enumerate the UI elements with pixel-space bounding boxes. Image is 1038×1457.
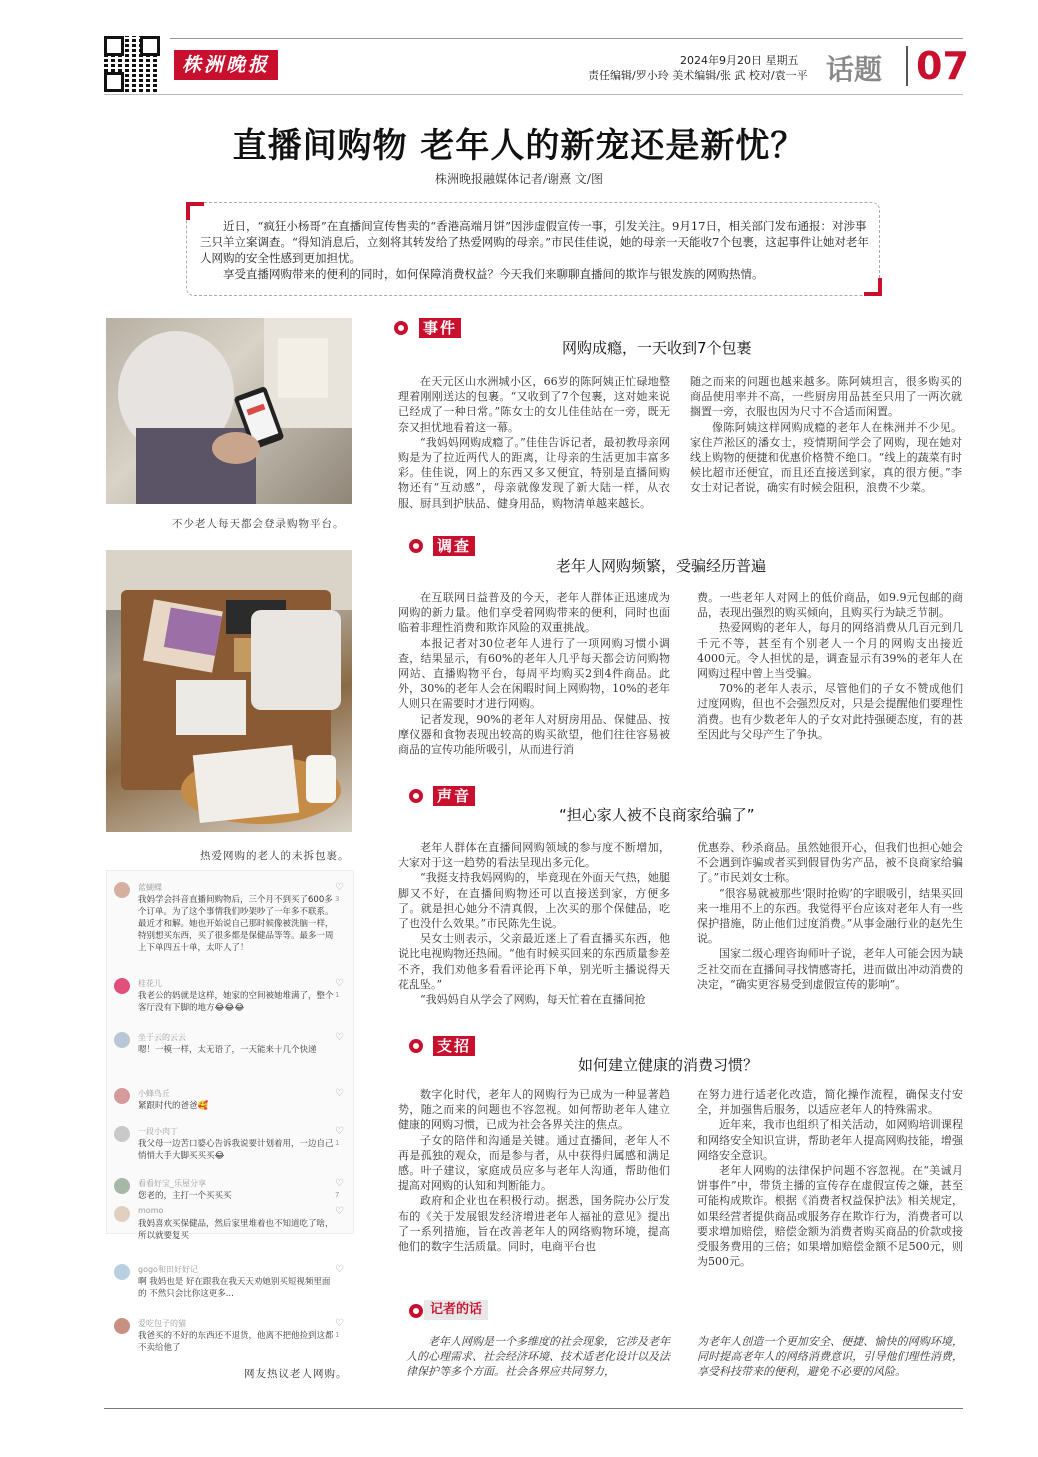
heart-icon: ♡ bbox=[335, 1032, 344, 1043]
comment-author: 蓝蝴蝶 bbox=[138, 883, 162, 892]
comment-author: 看看好宝_乐屋分享 bbox=[138, 1179, 206, 1188]
section-subhead: 如何建立健康的消费习惯？ bbox=[578, 1056, 759, 1074]
section-col-right bbox=[697, 840, 963, 992]
photo-parcels bbox=[106, 550, 352, 832]
header-bottom-rule bbox=[104, 94, 963, 95]
heart-icon: ♡ 1 bbox=[335, 1126, 344, 1147]
section-tag-event: 事件 bbox=[419, 318, 461, 338]
comment-author: 爱吃包子的猫 bbox=[138, 1319, 186, 1328]
qr-code bbox=[104, 36, 160, 92]
paragraph: 在互联网日益普及的今天，老年人群体正迅速成为网购的新力量。他们享受着网购带来的便利，同时也面临着非理性消费和欺诈风险的双重挑战。 bbox=[398, 591, 670, 635]
comment-author: 桂花儿 bbox=[138, 979, 162, 988]
page-number: 07 bbox=[916, 44, 969, 88]
section-ring-icon bbox=[409, 1304, 423, 1318]
issue-date: 2024年9月20日 星期五 bbox=[680, 54, 799, 67]
header-divider bbox=[906, 46, 908, 86]
comment-text: 我爸买的不好的东西还不退货，他离不把他捡到这都不卖给他了 bbox=[138, 1331, 334, 1353]
lead-paragraph: 近日，“疯狂小杨哥”在直播间宣传售卖的“香港高端月饼”因涉虚假宣传一事，引发关注。9月17日，相关部门发布通报：对涉事三只羊立案调查。“得知消息后，立刻将其转发给了热爱网购的母亲。”市民佳佳说，她的母亲一天能收7个包裹，这起事件让她对老年人网购的安全性感到更加担忧。 bbox=[200, 219, 869, 265]
paragraph: 吴女士则表示，父亲最近迷上了看直播买东西，他说比电视购物还热闹。“他有时候买回来的东西质量参差不齐，我们劝他多看看评论再下单，别光听主播说得天花乱坠。” bbox=[398, 932, 670, 991]
section-col-left bbox=[398, 1087, 670, 1254]
section-col-right bbox=[690, 374, 962, 496]
heart-icon: ♡ 1 bbox=[335, 1318, 344, 1339]
heart-icon: ♡ 7 bbox=[335, 1178, 344, 1199]
paragraph: 老年人网购是一个多维度的社会现象，它涉及老年人的心理需求、社会经济环境、技术适老化设计以及法律保护等多个方面。社会各界应共同努力， bbox=[406, 1335, 670, 1379]
like-count: 1 bbox=[335, 991, 340, 999]
section-ring-icon bbox=[409, 1039, 423, 1053]
paragraph: 优惠券、秒杀商品。虽然她很开心，但我们也担心她会不会遇到诈骗或者买到假冒伪劣产品，被不良商家给骗了。”市民刘女士称。 bbox=[697, 841, 963, 885]
avatar bbox=[114, 1088, 130, 1104]
photo1-caption: 不少老人每天都会登录购物平台。 bbox=[172, 518, 345, 530]
section-tag-tips: 支招 bbox=[433, 1036, 475, 1056]
comment-text: 我老公的妈就是这样，她家的空间被她堆满了，整个客厅没有下脚的地方😂😂😂 bbox=[138, 991, 334, 1013]
paragraph: 随之而来的问题也越来越多。陈阿姨坦言，很多购买的商品使用率并不高，一些厨房用品甚至只用了一两次就搁置一旁，衣服也因为尺寸不合适而闲置。 bbox=[690, 375, 962, 419]
section-ring-icon bbox=[409, 539, 423, 553]
lead-paragraph: 享受直播网购带来的便利的同时，如何保障消费权益？今天我们来聊聊直播间的欺诈与银发族的网购热情。 bbox=[223, 267, 764, 281]
paragraph: 像陈阿姨这样网购成瘾的老年人在株洲并不少见。家住芦淞区的潘女士，疫情期间学会了网购，现在她对线上购物的便捷和优惠价格赞不绝口。“线上的蔬菜有时候比超市还便宜，而且还直接送到家，真的很方便。”李女士对记者说，确实有时候会阻积，浪费不少菜。 bbox=[690, 420, 962, 495]
section-col-left bbox=[398, 374, 670, 511]
like-count: 1 bbox=[335, 1139, 340, 1147]
paragraph: 费。一些老年人对网上的低价商品，如9.9元包邮的商品，表现出强烈的购买倾向，且购买行为缺乏节制。 bbox=[697, 591, 963, 620]
section-tag-survey: 调查 bbox=[433, 536, 475, 556]
comment-author: 一段小肉丁 bbox=[138, 1127, 178, 1136]
comment-text: 我妈学会抖音直播间购物后，三个月不到买了600多个订单。为了这个事情我们吵架吵了一年多不联系。最近才和解。她也开始说自己那时候像被洗脑一样，特别想买东西，买了很多都是保健品等等。最多一周上下单四五十单，太吓人了！ bbox=[138, 895, 334, 953]
editor-credits: 责任编辑/罗小玲 美术编辑/张 武 校对/袁一平 bbox=[588, 69, 808, 82]
paragraph: 记者发现，90%的老年人对厨房用品、保健品、按摩仪器和食物表现出较高的购买欲望，他们往往容易被商品的宣传功能所吸引，从而进行消 bbox=[398, 712, 670, 757]
section-col-right bbox=[697, 590, 963, 742]
comment-text: 我父母一边苦口婆心告诉我说要计划着用，一边自己悄悄大手大脚买买买😂 bbox=[138, 1139, 334, 1161]
section-subhead: “担心家人被不良商家给骗了” bbox=[559, 806, 755, 824]
like-count: 3 bbox=[335, 895, 340, 903]
comment-text: 紧跟时代的爸爸🥰 bbox=[138, 1101, 209, 1111]
paragraph: 本报记者对30位老年人进行了一项网购习惯小调查，结果显示，有60%的老年人几乎每天都会访问购物网站、直播购物平台，每周平均购买2到4件商品。此外，30%的老年人会在闲暇时间上网购物，10%的老年人则只在需要时才进行网购。 bbox=[398, 636, 670, 711]
paragraph: 政府和企业也在积极行动。据悉，国务院办公厅发布的《关于发展银发经济增进老年人福祉的意见》提出了一系列措施，旨在改善老年人的网络购物环境，提高他们的数字生活质量。同时，电商平台也 bbox=[398, 1194, 670, 1254]
paragraph: 热爱网购的老年人，每月的网络消费从几百元到几千元不等，甚至有个别老人一个月的网购支出接近4000元。令人担忧的是，调查显示有39%的老年人在网购过程中曾上当受骗。 bbox=[697, 621, 963, 681]
paragraph: “我挺支持我妈网购的，毕竟现在外面天气热，她腿脚又不好，在直播间购物还可以直接送到家，方便多了。就是担心她分不清真假，上次买的那个保健品，吃了也没什么效果。”市民陈先生说。 bbox=[398, 871, 670, 931]
section-col-right bbox=[697, 1087, 963, 1269]
section-name: 话题 bbox=[826, 53, 883, 86]
section-col-left bbox=[398, 840, 670, 1007]
comment-author: momo bbox=[138, 1206, 164, 1215]
comment-text: 啊 我妈也是 好在跟我在我天天劝她别买短视频里面的 不然只会比你这更多... bbox=[138, 1277, 331, 1299]
avatar bbox=[114, 1206, 130, 1222]
like-count: 7 bbox=[335, 1191, 340, 1199]
section-tag-voices: 声音 bbox=[433, 786, 475, 806]
comment-text: 您老的，主打一个买买买 bbox=[138, 1191, 232, 1201]
comment-author: 坐于云的云云 bbox=[138, 1033, 186, 1042]
photo3-caption: 网友热议老人网购。 bbox=[244, 1368, 348, 1380]
header-rule bbox=[170, 38, 963, 39]
section-ring-icon bbox=[394, 321, 408, 335]
comment-text: 嗯！一模一样，太无语了，一天能来十几个快递 bbox=[138, 1045, 317, 1055]
avatar bbox=[114, 1126, 130, 1142]
lead-text bbox=[200, 218, 870, 282]
section-subhead: 网购成瘾，一天收到7个包裹 bbox=[562, 339, 752, 357]
heart-icon: ♡ 1 bbox=[335, 978, 344, 999]
article-byline: 株洲晚报融媒体记者/谢熹 文/图 bbox=[435, 172, 603, 186]
paragraph: 在天元区山水洲城小区，66岁的陈阿姨正忙碌地整理着刚刚送达的包裹。“又收到了7个包裹，这对她来说已经成了一种日常。”陈女士的女儿佳佳站在一旁，既无奈又担忧地看着这一幕。 bbox=[398, 375, 670, 434]
newspaper-logo: 株洲晚报 bbox=[174, 50, 278, 80]
heart-icon: ♡ 3 bbox=[335, 882, 344, 903]
paragraph: 老年人群体在直播间网购领域的参与度不断增加，大家对于这一趋势的看法呈现出多元化。 bbox=[398, 841, 670, 870]
comment-author: 小蜂鸟丘 bbox=[138, 1089, 170, 1098]
note-col-right bbox=[697, 1334, 963, 1380]
section-col-left bbox=[398, 590, 670, 757]
avatar bbox=[114, 978, 130, 994]
paragraph: 子女的陪伴和沟通是关键。通过直播间，老年人不再是孤独的观众，而是参与者，从中获得归属感和满足感。叶子建议，家庭成员应多与老年人沟通，帮助他们提高对网购的认知和判断能力。 bbox=[398, 1133, 670, 1193]
section-subhead: 老年人网购频繁，受骗经历普遍 bbox=[556, 557, 767, 575]
note-col-left bbox=[406, 1334, 670, 1380]
avatar bbox=[114, 882, 130, 898]
avatar bbox=[114, 1264, 130, 1280]
paragraph: 为老年人创造一个更加安全、便捷、愉快的网购环境，同时提高老年人的网络消费意识，引导他们理性消费，享受科技带来的便利，避免不必要的风险。 bbox=[697, 1335, 963, 1379]
section-tag-note: 记者的话 bbox=[424, 1300, 488, 1320]
paragraph: 国家二级心理咨询师叶子说，老年人可能会因为缺乏社交而在直播间寻找情感寄托，进而做出冲动消费的决定，“确实更容易受到虚假宣传的影响”。 bbox=[697, 947, 963, 991]
avatar bbox=[114, 1178, 130, 1194]
comment-text: 我妈喜欢买保健品，然后家里堆着也不知道吃了啥，所以就要复买 bbox=[138, 1219, 334, 1241]
heart-icon: ♡ bbox=[335, 1264, 344, 1275]
photo-elderly-phone bbox=[106, 318, 352, 504]
paragraph: 近年来，我市也组织了相关活动，如网购培训课程和网络安全知识宣讲，帮助老年人提高网购技能，增强网络安全意识。 bbox=[697, 1118, 963, 1162]
avatar bbox=[114, 1318, 130, 1334]
paragraph: “很容易就被那些‘限时抢购’的字眼吸引，结果买回来一堆用不上的东西。我觉得平台应该对老年人有一些保护措施，防止他们过度消费。”从事金融行业的赵先生说。 bbox=[697, 886, 963, 946]
footer-rule bbox=[104, 1408, 963, 1409]
comment-author: gogo和田好好记 bbox=[138, 1265, 198, 1274]
paragraph: “我妈妈网购成瘾了。”佳佳告诉记者，最初教母亲网购是为了拉近两代人的距离，让母亲的生活更加丰富多彩。佳佳说，网上的东西又多又便宜，特别是直播间购物还有“互动感”，母亲就像发现了新大陆一样，从衣服、厨具到护肤品、健身用品，购物清单越来越长。 bbox=[398, 435, 670, 510]
like-count: 1 bbox=[335, 1331, 340, 1339]
paragraph: “我妈妈自从学会了网购，每天忙着在直播间抢 bbox=[420, 993, 646, 1007]
article-title: 直播间购物 老年人的新宠还是新忧？ bbox=[232, 126, 806, 166]
paragraph: 70%的老年人表示，尽管他们的子女不赞成他们过度网购，但也不会强烈反对，只是会提醒他们要理性消费。也有少数老年人的子女对此持强硬态度，有的甚至因此与父母产生了争执。 bbox=[697, 682, 963, 741]
heart-icon: ♡ bbox=[335, 1206, 344, 1217]
photo2-caption: 热爱网购的老人的未拆包裹。 bbox=[200, 850, 350, 862]
heart-icon: ♡ bbox=[335, 1088, 344, 1099]
paragraph: 老年人网购的法律保护问题不容忽视。在“美诚月饼事件”中，带货主播的宣传存在虚假宣传之嫌，甚至可能构成欺诈。根据《消费者权益保护法》相关规定，如果经营者提供商品或服务存在欺诈行为，消费者可以要求增加赔偿，赔偿金额为消费者购买商品的价款或接受服务费用的三倍；如果增加赔偿金额不足500元，则为500元。 bbox=[697, 1164, 963, 1269]
avatar bbox=[114, 1032, 130, 1048]
section-ring-icon bbox=[409, 789, 423, 803]
paragraph: 在努力进行适老化改造，简化操作流程，确保支付安全，并加强售后服务，以适应老年人的特殊需求。 bbox=[697, 1088, 963, 1117]
paragraph: 数字化时代，老年人的网购行为已成为一种显著趋势，随之而来的问题也不容忽视。如何帮助老年人建立健康的网购习惯，已成为社会各界关注的焦点。 bbox=[398, 1088, 670, 1132]
